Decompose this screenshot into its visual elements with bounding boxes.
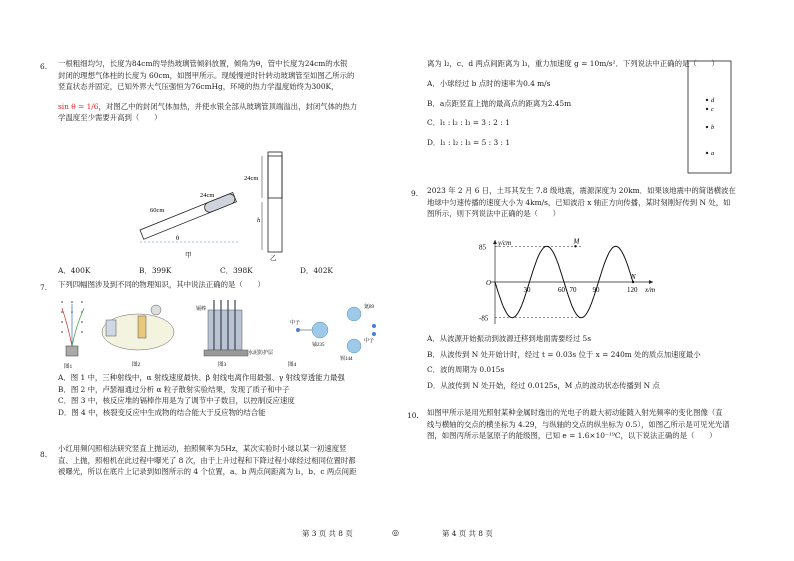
q9-option-a[interactable]: A．从波源开始振动到波源迁移到地面需要经过 5s bbox=[427, 334, 591, 343]
fig4-label: 图4 bbox=[288, 362, 297, 368]
point-d: d bbox=[711, 97, 715, 104]
q10-line1: 如图甲所示是用光照射某种金属时逸出的光电子的最大初动能随入射光频率的变化图像（直 bbox=[427, 408, 723, 417]
q8-line2: 直、上抛，照相机在此过程中曝光了 8 次，由于上升过程和下降过程小球经过相同位置时都 bbox=[58, 455, 356, 465]
x-tick-label: 30 bbox=[523, 286, 531, 294]
point-c: c bbox=[711, 106, 714, 113]
right-page bbox=[397, 0, 794, 561]
q6-figure bbox=[130, 150, 300, 262]
q6-line4: ，对图乙中的封闭气体加热，并使水银全部从玻璃管顶端溢出，封闭气体的热力 bbox=[98, 101, 358, 111]
wave-chart bbox=[477, 236, 667, 326]
q9-line2: 地球中匀速传播的速度大小为 4km/s，已知波沿 x 轴正方向传播，某时刻刚好传到 N 处，如 bbox=[427, 197, 731, 207]
q9-option-b[interactable]: B．从波传到 N 处开始计时，经过 t = 0.03s 位于 x = 240m 处的质点加速度最小 bbox=[427, 349, 701, 359]
q10-line3: 图，如图丙所示是氢原子的能级图，已知 e = 1.6×10⁻¹⁹C，以下说法正确的是（ ） bbox=[427, 431, 717, 441]
q10-number: 10. bbox=[407, 411, 419, 420]
annotation-point-n bbox=[632, 281, 634, 283]
q6-line1: 一根粗细均匀，长度为84cm的导热玻璃管倾斜放置，倾角为θ，管中长度为24cm的水银 bbox=[58, 59, 348, 68]
q10-line2: 线与横轴的交点的横坐标为 4.29，与纵轴的交点的纵坐标为 0.5），如图乙所示是可见光光谱 bbox=[427, 419, 730, 429]
q7-option-b[interactable]: B．图 2 中，卢瑟福通过分析 α 粒子散射实验结果，发现了质子和中子 bbox=[58, 384, 290, 394]
fig3-shield: 水泥防护层 bbox=[248, 351, 274, 356]
x-axis-label: x/m bbox=[645, 286, 656, 294]
q9-line3: 图所示，则下列说法中正确的是（ ） bbox=[427, 209, 561, 219]
fig4-fission bbox=[288, 303, 376, 368]
label-60cm: 60cm bbox=[150, 207, 165, 214]
fig4-kr89: 氪89 bbox=[364, 305, 375, 310]
fig3-label: 图3 bbox=[218, 362, 227, 368]
q6-number: 6. bbox=[40, 62, 48, 71]
q6-option-d[interactable]: D．402K bbox=[300, 266, 333, 275]
x-tick-label: 60 bbox=[558, 286, 565, 294]
q6-sin-label: sin θ = 1/6 bbox=[58, 101, 99, 111]
q7-options bbox=[58, 372, 345, 418]
q6-option-a[interactable]: A．400K bbox=[58, 266, 91, 275]
q7-option-a[interactable]: A．图 1 中，三种射线中，α 射线速度最快、β 射线电离作用最强、γ 射线穿透能力最强 bbox=[58, 373, 345, 382]
q6-line2: 封闭的理想气体柱的长度为 60cm，如图甲所示。现缓慢逆时针转动玻璃管至如图乙所示的 bbox=[58, 70, 355, 80]
label-24cm-a: 24cm bbox=[200, 192, 215, 199]
q8-option-a[interactable]: A．小球经过 b 点时的速率为0.4 m/s bbox=[427, 79, 551, 88]
x-tick-label: 120 bbox=[627, 286, 638, 294]
q6-stem bbox=[58, 58, 388, 124]
right-footer: 第 4 页 共 8 页 bbox=[442, 529, 493, 538]
y-tick-label: -85 bbox=[479, 314, 489, 323]
q9-line1: 2023 年 2 月 6 日，土耳其发生 7.8 级地震，震源深度为 20km．如果该地震中的简谐横波在 bbox=[427, 186, 736, 195]
fig4-neutron-out: 中子 bbox=[364, 339, 375, 344]
y-axis-label: y/cm bbox=[498, 239, 512, 247]
label-h: h bbox=[257, 217, 261, 224]
label-yi: 乙 bbox=[270, 255, 277, 262]
origin-label: O bbox=[486, 279, 492, 287]
q8-line1: 小红用频闪照相法研究竖直上抛运动，拍照频率为5Hz，某次实验时小球以某一初速度竖 bbox=[58, 444, 347, 453]
fig1-label: 图1 bbox=[64, 364, 73, 370]
point-a: a bbox=[711, 150, 715, 157]
q7-option-c[interactable]: C．图 3 中，核反应堆的镉棒作用是为了调节中子数目，以控制反应速度 bbox=[58, 396, 295, 406]
q8-option-c[interactable]: C．l₁ : l₂ : l₃ = 3 : 2 : 1 bbox=[427, 118, 510, 128]
q8-options bbox=[427, 78, 571, 148]
q9-options bbox=[427, 333, 701, 391]
label-24cm-b: 24cm bbox=[244, 175, 259, 182]
vertical-tube bbox=[268, 152, 282, 252]
q6-line5: 学温度至少需要升高到（ ） bbox=[58, 113, 162, 123]
fig4-u235: 铀235 bbox=[312, 343, 325, 348]
annotation-label-n: N bbox=[631, 273, 636, 281]
q7-figures bbox=[58, 296, 388, 370]
label-jia: 甲 bbox=[185, 252, 192, 259]
fig2-scattering bbox=[102, 305, 174, 368]
y-axis-arrow bbox=[493, 240, 497, 244]
q8-strobe-figure bbox=[687, 60, 733, 175]
q7-stem: 下列四幅图涉及到不同的物理知识，其中说法正确的是（ ） bbox=[58, 280, 265, 289]
annotation-point-m bbox=[574, 245, 576, 247]
q8-stem bbox=[58, 443, 388, 478]
fig3-cd-rod: 镉棒 bbox=[196, 307, 207, 312]
q8-line3: 被曝光，所以在底片上记录到如图所示的 4 个位置，a、b 两点间距离为 l₁，b、c 两点间距 bbox=[58, 467, 357, 477]
q7-number: 7. bbox=[40, 283, 48, 292]
tilted-tube bbox=[140, 193, 236, 240]
q10-stem bbox=[427, 407, 767, 442]
q6-line3: 竖直状态并固定，已知外界大气压强恒为76cmHg，环境的热力学温度始终为300K， bbox=[58, 82, 339, 92]
q9-stem bbox=[427, 185, 757, 220]
q6-option-c[interactable]: C．398K bbox=[220, 266, 253, 275]
fig3-reactor bbox=[196, 300, 273, 368]
y-tick-label: 85 bbox=[479, 243, 486, 252]
q9-option-c[interactable]: C．波的周期为 0.015s bbox=[427, 365, 505, 375]
x-tick-label: 90 bbox=[592, 286, 600, 294]
q6-option-b[interactable]: B．399K bbox=[139, 266, 172, 275]
q8-option-b[interactable]: B．a点距竖直上抛的最高点的距离为2.45m bbox=[427, 98, 572, 108]
q9-number: 9. bbox=[411, 189, 419, 198]
fig4-neutron-in: 中子 bbox=[290, 321, 301, 326]
binding-mark-icon: ◎ bbox=[392, 528, 399, 537]
fig1-radiation bbox=[61, 301, 84, 370]
q8-option-d[interactable]: D．l₁ : l₂ : l₃ = 5 : 3 : 1 bbox=[427, 137, 511, 147]
fig4-ba144: 钡144 bbox=[340, 357, 353, 362]
q7-option-d[interactable]: D．图 4 中，核裂变反应中生成物的结合能大于反应物的结合能 bbox=[58, 407, 266, 417]
q8-cont: 离为 l₂，c、d 两点间距离为 l₃，重力加速度 g = 10m/s²．下列说法中正确的是（ ） bbox=[427, 59, 719, 68]
q8-number: 8. bbox=[40, 450, 48, 459]
annotation-label-m: M bbox=[573, 237, 580, 246]
point-b: b bbox=[711, 124, 715, 131]
fig2-label: 图2 bbox=[132, 362, 141, 368]
left-footer: 第 3 页 共 8 页 bbox=[302, 529, 353, 538]
label-theta: θ bbox=[176, 235, 180, 242]
x-axis-arrow bbox=[649, 280, 653, 284]
q9-option-d[interactable]: D．从波传到 N 处开始，经过 0.0125s，M 点的波动状态传播到 N 点 bbox=[427, 380, 660, 390]
x-tick-label: 70 bbox=[569, 286, 577, 294]
